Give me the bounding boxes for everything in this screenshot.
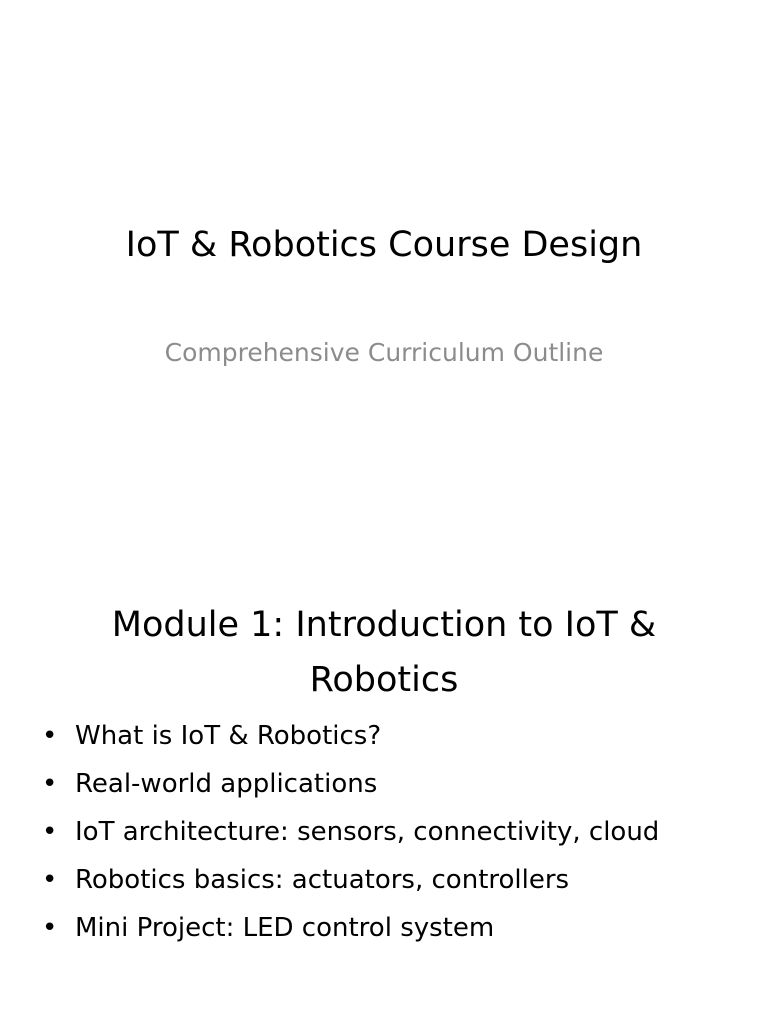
bullet-icon: • <box>42 769 58 799</box>
module-slide <box>0 512 768 1024</box>
bullet-list <box>40 712 740 952</box>
slide-subtitle: Comprehensive Curriculum Outline <box>164 338 604 367</box>
bullet-icon: • <box>42 817 58 847</box>
bullet-text: Real-world applications <box>75 769 378 799</box>
bullet-icon: • <box>42 721 58 751</box>
bullet-icon: • <box>42 865 58 895</box>
bullet-text: IoT architecture: sensors, connectivity, cloud <box>75 817 660 847</box>
bullet-item <box>40 904 740 952</box>
module-title: Module 1: Introduction to IoT & Robotics <box>111 605 657 700</box>
bullet-text: Robotics basics: actuators, controllers <box>75 865 570 895</box>
bullet-icon: • <box>42 913 58 943</box>
bullet-text: What is IoT & Robotics? <box>75 721 382 751</box>
bullet-item <box>40 760 740 808</box>
bullet-item <box>40 856 740 904</box>
bullet-item <box>40 808 740 856</box>
bullet-text: Mini Project: LED control system <box>75 913 495 943</box>
slide-title: IoT & Robotics Course Design <box>125 225 643 265</box>
bullet-item <box>40 712 740 760</box>
